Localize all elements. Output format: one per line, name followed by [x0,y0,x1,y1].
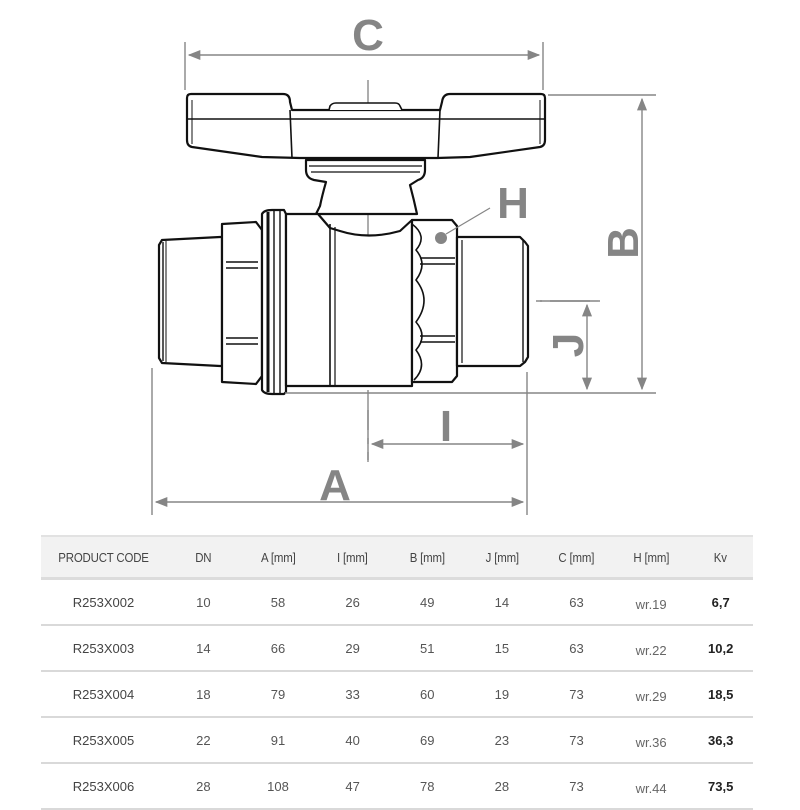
cell-h: wr.36 [614,717,689,763]
cell-kv: 10,2 [688,625,753,671]
cell-c: 73 [539,671,614,717]
cell-a: 91 [241,717,316,763]
table-row [41,717,753,763]
cell-i: 29 [315,625,390,671]
cell-j: 23 [465,717,540,763]
cell-b: 78 [390,763,465,809]
cell-i: 47 [315,763,390,809]
left-hex-nut [222,222,262,384]
right-hex-nut [412,220,457,382]
cell-a: 108 [241,763,316,809]
cell-c: 73 [539,717,614,763]
cell-h: wr.44 [614,763,689,809]
valve-body-outline [159,94,545,394]
cell-b: 49 [390,579,465,626]
dimension-label-i: I [439,402,453,451]
table-row [41,579,753,626]
column-header-a: A [mm] [245,536,311,579]
column-header-j: J [mm] [469,536,535,579]
cell-dn: 22 [166,717,241,763]
cell-a: 58 [241,579,316,626]
cell-kv: 73,5 [688,763,753,809]
cell-j: 14 [465,579,540,626]
cell-dn: 10 [166,579,241,626]
cell-h: wr.19 [614,579,689,626]
cell-kv: 6,7 [688,579,753,626]
cell-a: 66 [241,625,316,671]
valve-stem [306,160,425,214]
cell-j: 15 [465,625,540,671]
cell-c: 63 [539,625,614,671]
column-header-kv: Kv [692,536,749,579]
left-thread-end [159,237,222,366]
cell-product-code: R253X004 [41,671,166,717]
cell-h: wr.22 [614,625,689,671]
cell-b: 69 [390,717,465,763]
product-spec-table [41,535,753,810]
table-header-row [41,536,753,579]
cell-product-code: R253X005 [41,717,166,763]
cell-product-code: R253X003 [41,625,166,671]
cell-b: 51 [390,625,465,671]
dimension-label-j: J [544,332,593,358]
cell-b: 60 [390,671,465,717]
cell-i: 26 [315,579,390,626]
cell-product-code: R253X002 [41,579,166,626]
table-row [41,671,753,717]
h-marker-dot [435,232,447,244]
cell-i: 40 [315,717,390,763]
table-row [41,625,753,671]
dimension-label-c: C [352,11,384,60]
column-header-b: B [mm] [394,536,460,579]
dimension-label-a: A [319,461,351,510]
cell-h: wr.29 [614,671,689,717]
dimension-label-b: B [599,227,648,259]
cell-c: 63 [539,579,614,626]
cell-product-code: R253X006 [41,763,166,809]
column-header-c: C [mm] [544,536,610,579]
dimension-label-h: H [497,179,529,228]
column-header-dn: DN [171,536,237,579]
cell-j: 19 [465,671,540,717]
cell-dn: 18 [166,671,241,717]
cell-dn: 14 [166,625,241,671]
valve-main-body [286,214,412,386]
right-thread-end [457,237,528,366]
cell-i: 33 [315,671,390,717]
column-header-i: I [mm] [320,536,386,579]
cell-kv: 36,3 [688,717,753,763]
cell-j: 28 [465,763,540,809]
column-header-h: H [mm] [618,536,684,579]
table-row [41,763,753,809]
column-header-product-code: PRODUCT CODE [49,536,159,579]
cell-a: 79 [241,671,316,717]
cell-c: 73 [539,763,614,809]
cell-kv: 18,5 [688,671,753,717]
cell-dn: 28 [166,763,241,809]
